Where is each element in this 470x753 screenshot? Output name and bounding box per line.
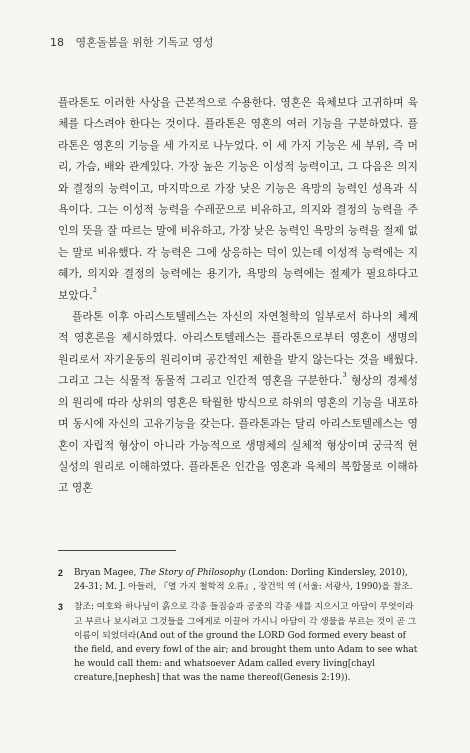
paragraph-text: 형상의 경제성의 원리에 따라 상위의 영혼은 탁월한 방식으로 하위의 영혼의 기능을 내포하며 동시에 자신의 고유기능을 갖는다. 플라톤과는 달리 아리스토텔레스는 영혼이 자립적 형상이 아니라 가능적으로 생명체의 실체적 형상이며 궁극적 현실성의 원리로 이해하였다. 플라톤은 인간을 영혼과 육체의 복합물로 이해하고 영혼 — [58, 374, 418, 495]
page-number: 18 — [50, 36, 64, 49]
footnote-ref[interactable]: 3 — [342, 371, 347, 380]
paragraph-text: 플라톤도 이러한 사상을 근본적으로 수용한다. 영혼은 육체보다 고귀하며 육체를 다스려야 한다는 것이다. 플라톤은 영혼의 여러 기능을 구분하였다. 플라톤은 영혼의 기능을 세 가지로 나누었다. 이 세 가지 기능은 세 부위, 즉 머리, 가슴, 배와 관계있다. 가장 높은 기능은 이성적 능력이고, 그 다음은 의지와 결정의 능력이고, 마지막으로 가장 낮은 기능은 욕망의 능력인 성욕과 식욕이다. 그는 이성적 능력을 수레꾼으로 비유하고, 의지와 결정의 능력을 주인의 뜻을 잘 따르는 말에 비유하고, 가장 낮은 능력인 욕망의 능력을 절제 없는 말로 비유했다. 각 능력은 그에 상응하는 덕이 있는데 이성적 능력에는 지혜가, 의지와 결정의 능력에는 용기가, 욕망의 능력에는 절제가 필요하다고 보았다. — [58, 96, 418, 302]
footnote-number: 3 — [58, 602, 63, 613]
paragraph-text: 플라톤 이후 아리스토텔레스는 자신의 자연철학의 일부로서 하나의 체계적 영혼론을 제시하였다. 아리스토텔레스는 플라톤으로부터 영혼이 생명의 원리로서 자기운동의 원리이며 공간적인 제한을 받지 않는다는 것을 배웠다. 그리고 그는 식물적 동물적 그리고 인간적 영혼을 구분한다. — [58, 310, 418, 388]
footnote — [58, 566, 418, 594]
footnotes — [58, 566, 418, 692]
body-text — [58, 92, 418, 499]
paragraph — [58, 306, 418, 499]
book-title: The Story of Philosophy — [139, 568, 246, 578]
footnote-ref[interactable]: 2 — [92, 285, 97, 294]
footnote — [58, 600, 418, 685]
paragraph — [58, 92, 418, 306]
running-title: 영혼돌봄을 위한 기독교 영성 — [75, 36, 214, 49]
footnote-text: Bryan Magee, The Story of Philosophy (London: Dorling Kindersley, 2010), 24-31; M. J. 아들러, 『열 가지 철학적 오류』, 장건익 역 (서울: 서광사, 1990)을 참조. — [74, 568, 413, 593]
footnote-divider — [58, 550, 176, 551]
footnote-text: 참조: 여호와 하나님이 흙으로 각종 들짐승과 공중의 각종 새를 지으시고 아담이 무엇이라고 부르나 보시려고 그것들을 그에게로 이끌어 가시니 아담이 각 생물을 부르는 것이 곧 그 이름이 되었더라(And out of the ground the LORD God formed every beast of the field, and every fowl of the air; and brought them unto Adam to see what he would call them: and whatsoever Adam called every living[chayl creature,[nephesh] that was the name thereof(Genesis 2:19)). — [74, 602, 418, 684]
running-header — [50, 34, 214, 50]
footnote-number: 2 — [58, 568, 63, 578]
